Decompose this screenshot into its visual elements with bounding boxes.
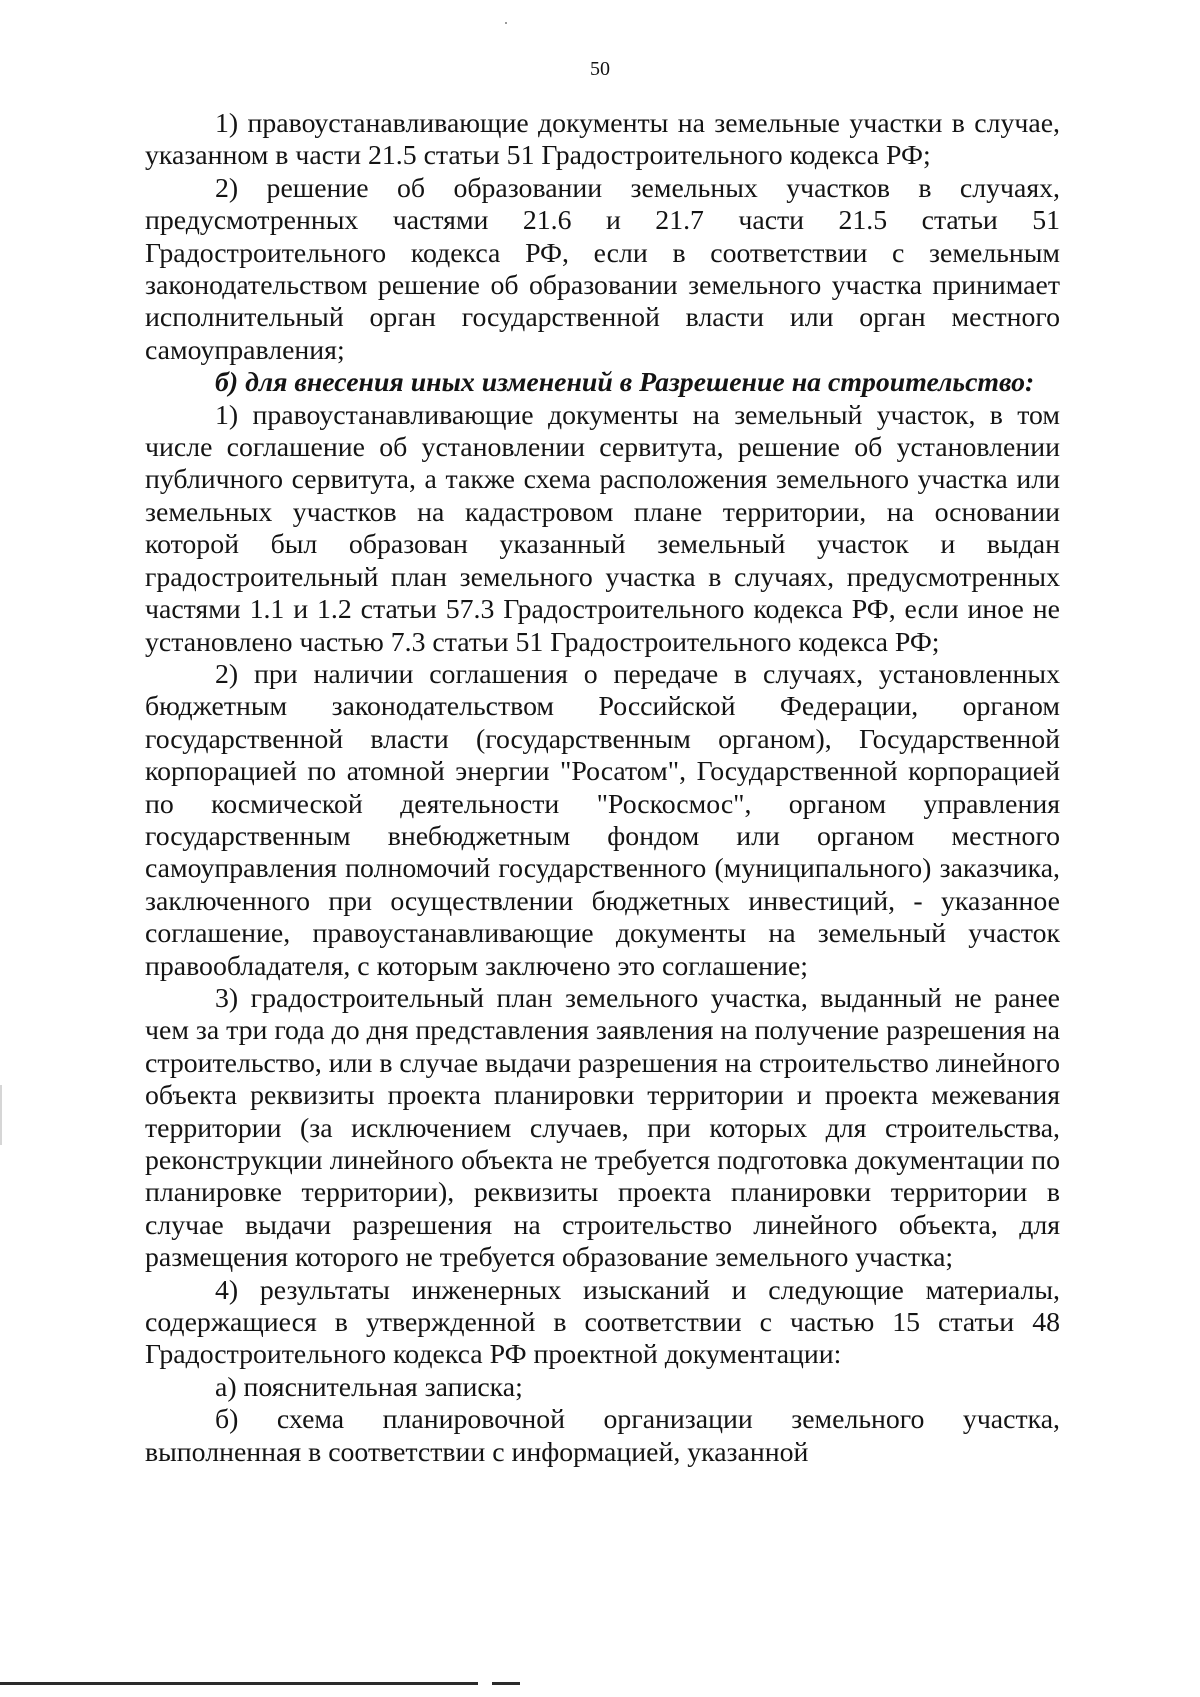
page-number: 50: [590, 58, 610, 80]
paragraph-item-3-urban-plan: 3) градостроительный план земельного участка, выданный не ранее чем за три года до дня представления заявления на получение разрешения на строительство, или в случае выдачи разрешения на строительство линейного объекта реквизиты проекта планировки территории и проекта межевания территории (за исключением случаев, при которых для строительства, реконструкции линейного объекта не требуется подготовка документации по планировке территории), реквизиты проекта планировки территории в случае выдачи разрешения на строительство линейного объекта, для размещения которого не требуется образование земельного участка;: [145, 982, 1060, 1274]
paragraph-item-1-title-documents: 1) правоустанавливающие документы на земельные участки в случае, указанном в части 21.5 статьи 51 Градостроительного кодекса РФ;: [145, 108, 1060, 172]
paragraph-subitem-b-site-plan-scheme: б) схема планировочной организации земельного участка, выполненная в соответствии с информацией, указанной: [145, 1404, 1060, 1468]
paragraph-subitem-a-explanatory-note: а) пояснительная записка;: [215, 1371, 523, 1403]
scan-speck: [505, 22, 507, 24]
scan-edge-mark: [0, 1085, 2, 1145]
scan-border-line: [0, 1682, 520, 1685]
document-body: [145, 108, 1060, 1469]
paragraph-item-4-engineering-surveys: 4) результаты инженерных изысканий и следующие материалы, содержащиеся в утвержденной в соответствии с частью 15 статьи 48 Градостроительного кодекса РФ проектной документации:: [145, 1274, 1060, 1371]
paragraph-item-1-land-rights-documents: 1) правоустанавливающие документы на земельный участок, в том числе соглашение об установлении сервитута, решение об установлении публичного сервитута, а также схема расположения земельного участка или земельных участков на кадастровом плане территории, на основании которой был образован указанный земельный участок и выдан градостроительный план земельного участка в случаях, предусмотренных частями 1.1 и 1.2 статьи 57.3 Градостроительного кодекса РФ, если иное не установлено частью 7.3 статьи 51 Градостроительного кодекса РФ;: [145, 399, 1060, 658]
paragraph-item-2-transfer-agreement: 2) при наличии соглашения о передаче в случаях, установленных бюджетным законодательством Российской Федерации, органом государственной власти (государственным органом), Государственной корпорацией по атомной энергии "Росатом", Государственной корпорацией по космической деятельности "Роскосмос", органом управления государственным внебюджетным фондом или органом местного самоуправления полномочий государственного (муниципального) заказчика, заключенного при осуществлении бюджетных инвестиций, - указанное соглашение, правоустанавливающие документы на земельный участок правообладателя, с которым заключено это соглашение;: [145, 658, 1060, 982]
paragraph-item-2-land-formation-decision: 2) решение об образовании земельных участков в случаях, предусмотренных частями 21.6 и 21.7 части 21.5 статьи 51 Градостроительного кодекса РФ, если в соответствии с земельным законодательством решение об образовании земельного участка принимает исполнительный орган государственной власти или орган местного самоуправления;: [145, 172, 1060, 366]
section-heading-other-changes: б) для внесения иных изменений в Разрешение на строительство:: [215, 367, 1035, 399]
scan-border-gap: [478, 1682, 492, 1685]
